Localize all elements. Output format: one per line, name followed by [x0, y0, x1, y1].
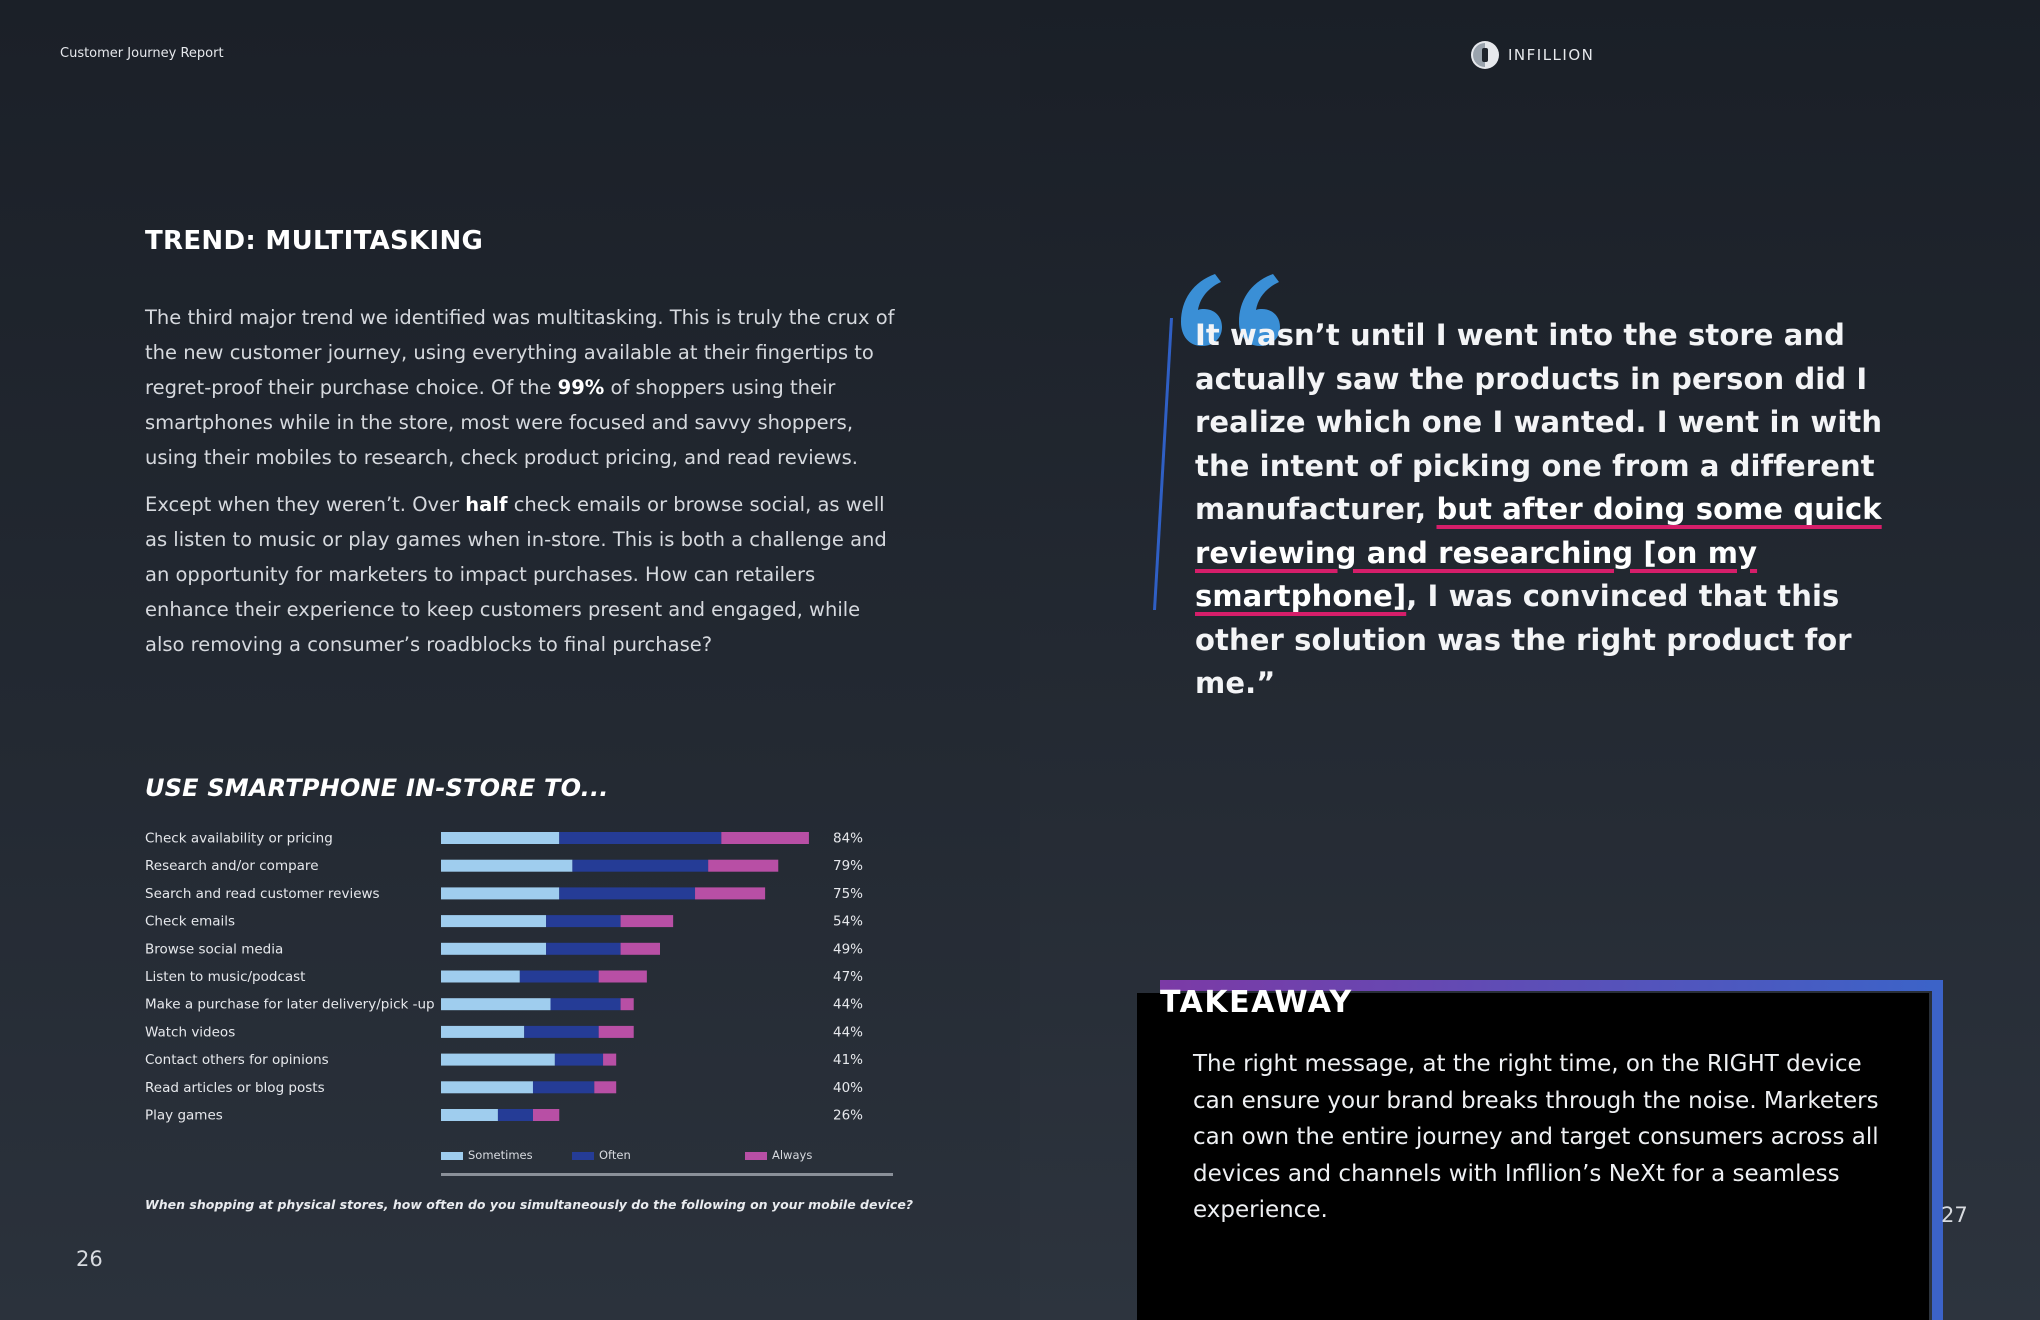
paragraph-1 [145, 300, 895, 475]
bar-segment-often [559, 832, 721, 844]
quote-highlight: but after doing some quick reviewing and researching [on my smartphone] [1195, 492, 1882, 613]
bar-segment-sometimes [441, 971, 520, 983]
brand-logo [1470, 40, 1594, 70]
bar-segment-often [555, 1054, 603, 1066]
bar-segment-always [599, 971, 647, 983]
category-label: Watch videos [145, 1024, 236, 1041]
bar-segment-sometimes [441, 1054, 555, 1066]
total-label: 44% [833, 996, 864, 1013]
legend-swatch-sometimes [441, 1152, 463, 1160]
total-label: 84% [833, 830, 864, 847]
bar-segment-often [551, 998, 621, 1010]
total-label: 47% [833, 969, 864, 985]
bar-segment-always [621, 915, 674, 927]
bar-segment-often [533, 1081, 594, 1093]
total-label: 49% [833, 941, 864, 958]
total-label: 54% [833, 913, 864, 930]
bar-segment-sometimes [441, 1026, 524, 1038]
running-head: Customer Journey Report [60, 46, 224, 61]
body-text [145, 300, 895, 674]
chart-divider [441, 1173, 893, 1176]
category-label: Check availability or pricing [145, 830, 333, 847]
bar-segment-sometimes [441, 915, 546, 927]
bar-segment-often [546, 915, 620, 927]
quote-text-part2: , I was convinced that this other solution was the right product for me.” [1195, 579, 1852, 700]
p2-bold: half [465, 493, 508, 516]
page-number-left: 26 [76, 1247, 103, 1271]
total-label: 40% [833, 1079, 864, 1096]
bar-segment-always [621, 943, 660, 955]
chart-footnote: When shopping at physical stores, how often do you simultaneously do the following on your mobile device? [145, 1197, 914, 1212]
bar-segment-sometimes [441, 1109, 498, 1121]
bar-segment-sometimes [441, 943, 546, 955]
quote-accent-line-icon [1148, 318, 1178, 618]
bar-segment-always [533, 1109, 559, 1121]
bar-segment-often [546, 943, 620, 955]
takeaway-text: The right message, at the right time, on the RIGHT device can ensure your brand breaks through the noise. Marketers can own the entire journey and target consumers across all devices and channels with Infllion’s NeXt for a seamless experience. [1193, 1051, 1879, 1223]
legend-label: Often [599, 1148, 631, 1162]
bar-segment-always [695, 887, 765, 899]
category-label: Play games [145, 1107, 223, 1124]
category-label: Search and read customer reviews [145, 885, 380, 902]
infillion-logo-icon [1470, 40, 1500, 70]
section-title: TREND: MULTITASKING [145, 226, 484, 256]
bar-segment-often [572, 860, 708, 872]
bar-segment-sometimes [441, 1081, 533, 1093]
paragraph-2 [145, 487, 895, 662]
category-label: Contact others for opinions [145, 1052, 329, 1069]
p1-text-a: The third major trend we identified was multitasking. This is truly the crux of the new customer journey, using everything available at their fingertips to regret-proof their purchase choice. Of the [145, 306, 895, 399]
legend-label: Always [772, 1148, 813, 1162]
bar-segment-often [520, 971, 599, 983]
stacked-bar-chart [0, 820, 1020, 1190]
bar-segment-always [594, 1081, 616, 1093]
bar-segment-often [498, 1109, 533, 1121]
total-label: 41% [833, 1052, 864, 1069]
chart-title: USE SMARTPHONE IN-STORE TO... [145, 774, 609, 802]
category-label: Read articles or blog posts [145, 1079, 325, 1096]
total-label: 75% [833, 885, 864, 902]
category-label: Browse social media [145, 941, 284, 958]
bar-segment-often [559, 887, 695, 899]
bar-segment-always [721, 832, 809, 844]
total-label: 44% [833, 1024, 864, 1041]
bar-segment-often [524, 1026, 598, 1038]
p1-bold: 99% [557, 376, 605, 399]
bar-segment-always [603, 1054, 616, 1066]
bar-segment-sometimes [441, 860, 572, 872]
category-label: Research and/or compare [145, 858, 319, 875]
bar-segment-always [599, 1026, 634, 1038]
p2-text-c: check emails or browse social, as well as listen to music or play games when in-store. This is both a challenge and an opportunity for marketers to impact purchases. How can retailers enhance their experience to keep customers present and engaged, while also removing a consumer’s roadblocks to final purchase? [145, 493, 887, 656]
pull-quote [1195, 314, 1915, 706]
bar-segment-sometimes [441, 887, 559, 899]
bar-segment-always [708, 860, 778, 872]
category-label: Listen to music/podcast [145, 969, 306, 985]
p1-text-c: of shoppers using their smartphones while in the store, most were focused and savvy shoppers, using their mobiles to research, check product pricing, and read reviews. [145, 376, 858, 469]
legend-label: Sometimes [468, 1148, 533, 1162]
right-page [1020, 0, 2040, 1320]
total-label: 26% [833, 1107, 864, 1124]
quote-text-part1: It wasn’t until I went into the store and actually saw the products in person did I realize which one I wanted. I went in with the intent of picking one from a different manufacturer, [1195, 318, 1883, 526]
category-label: Make a purchase for later delivery/pick -up [145, 996, 435, 1013]
category-label: Check emails [145, 913, 236, 930]
logo-text: INFILLION [1508, 46, 1595, 64]
bar-segment-sometimes [441, 998, 551, 1010]
page-number-right: 27 [1941, 1203, 1968, 1227]
bar-segment-sometimes [441, 832, 559, 844]
legend-swatch-always [745, 1152, 767, 1160]
total-label: 79% [833, 858, 864, 875]
takeaway-title: TAKEAWAY [1160, 985, 1353, 1020]
legend-swatch-often [572, 1152, 594, 1160]
bar-segment-always [621, 998, 634, 1010]
p2-text-a: Except when they weren’t. Over [145, 493, 466, 516]
